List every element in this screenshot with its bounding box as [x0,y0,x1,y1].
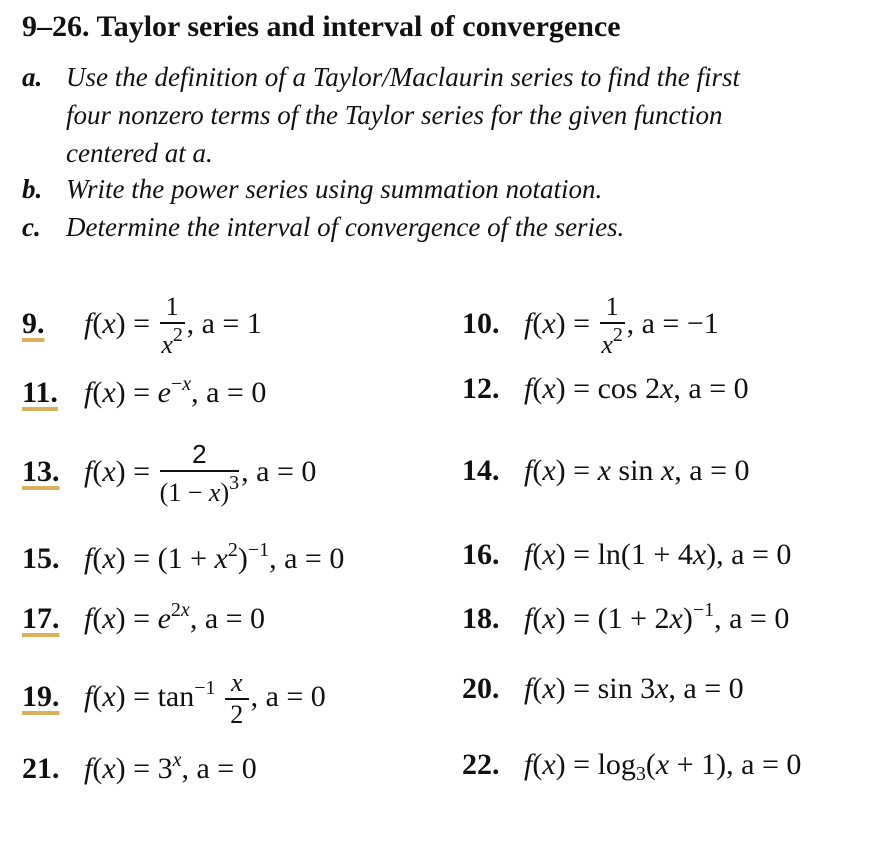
problem-12: 12. f(x) = cos 2x, a = 0 [462,372,749,405]
instruction-label: a. [22,62,43,92]
problem-19: 19. $f(x) = \tan^{-1}$ $\frac{x}{2}$ , a = 0 [22,668,326,729]
center-value: a = 0 [196,752,257,785]
problem-number: 10. [462,306,500,340]
problem-11: 11. $f(x) = e^{-x}$, a = 0 [22,373,267,409]
problem-number: 12. [462,372,500,405]
instruction-a-line2: four nonzero terms of the Taylor series for the given function [66,100,723,130]
instruction-label: b. [22,174,43,204]
section-title: 9–26. Taylor series and interval of convergence [22,10,621,43]
problem-22: 22. $f(x) = \log_3(x + 1)$, a = 0 [462,748,802,785]
problem-number: 11. [22,376,58,409]
center-value: a = −1 [641,306,719,340]
instruction-a [22,62,740,93]
instruction-c [22,212,624,243]
problem-17: 17. $f(x) = e^{2x}$, a = 0 [22,599,266,635]
instruction-text: Write the power series using summation notation. [66,174,603,204]
problem-number: 20. [462,672,500,705]
problem-number: 9. [22,306,45,340]
center-value: a = 0 [683,672,744,705]
problem-13: 13. f(x) = $\frac{2}{(1 - x)^3}$ , a = 0 [22,439,317,507]
problem-16: 16. f(x) = ln(1 + 4x), a = 0 [462,538,792,571]
center-value: a = 0 [265,679,326,713]
problem-number: 17. [22,602,60,635]
center-value: a = 0 [688,372,749,405]
problem-20: 20. f(x) = sin 3x, a = 0 [462,672,744,705]
instruction-text: Use the definition of a Taylor/Maclaurin series to find the first [66,62,740,92]
instruction-text: Determine the interval of convergence of the series. [66,212,625,242]
problem-number: 14. [462,454,500,487]
fraction: $\frac{2}{(1 - x)^3}$ [159,439,240,507]
problem-15: 15. $f(x) = (1 + x^2)^{-1}$, a = 0 [22,539,345,575]
center-value: a = 0 [729,602,790,635]
center-value: a = 0 [206,376,267,409]
problem-14: 14. f(x) = x sin x, a = 0 [462,454,750,487]
center-value: a = 0 [284,542,345,575]
problem-9: 9. f(x) = $\frac{1}{x^2}$ , a = 1 [22,292,262,359]
center-value: a = 0 [741,748,802,781]
fraction: $\frac{1}{x^2}$ [601,292,623,359]
fraction: $\frac{x}{2}$ [225,668,249,730]
problem-number: 21. [22,752,60,785]
instruction-b [22,174,602,205]
problem-number: 13. [22,454,60,488]
center-value: a = 0 [256,454,317,488]
instruction-a-line3: centered at a. [66,138,213,168]
problem-21: 21. $f(x) = 3^x$, a = 0 [22,749,257,785]
problem-10: 10. f(x) = $\frac{1}{x^2}$ , a = −1 [462,292,719,359]
center-value: a = 1 [201,306,262,340]
center-value: a = 0 [204,602,266,635]
problem-number: 19. [22,679,60,713]
center-value: a = 0 [731,538,792,571]
problem-number: 15. [22,542,60,575]
problem-number: 18. [462,602,500,635]
instruction-label: c. [22,212,41,242]
problem-number: 22. [462,748,500,781]
problem-18: 18. $f(x) = (1 + 2x)^{-1}$, a = 0 [462,599,790,635]
problem-number: 16. [462,538,500,571]
center-value: a = 0 [689,454,750,487]
fraction: $\frac{1}{x^2}$ [161,292,183,359]
